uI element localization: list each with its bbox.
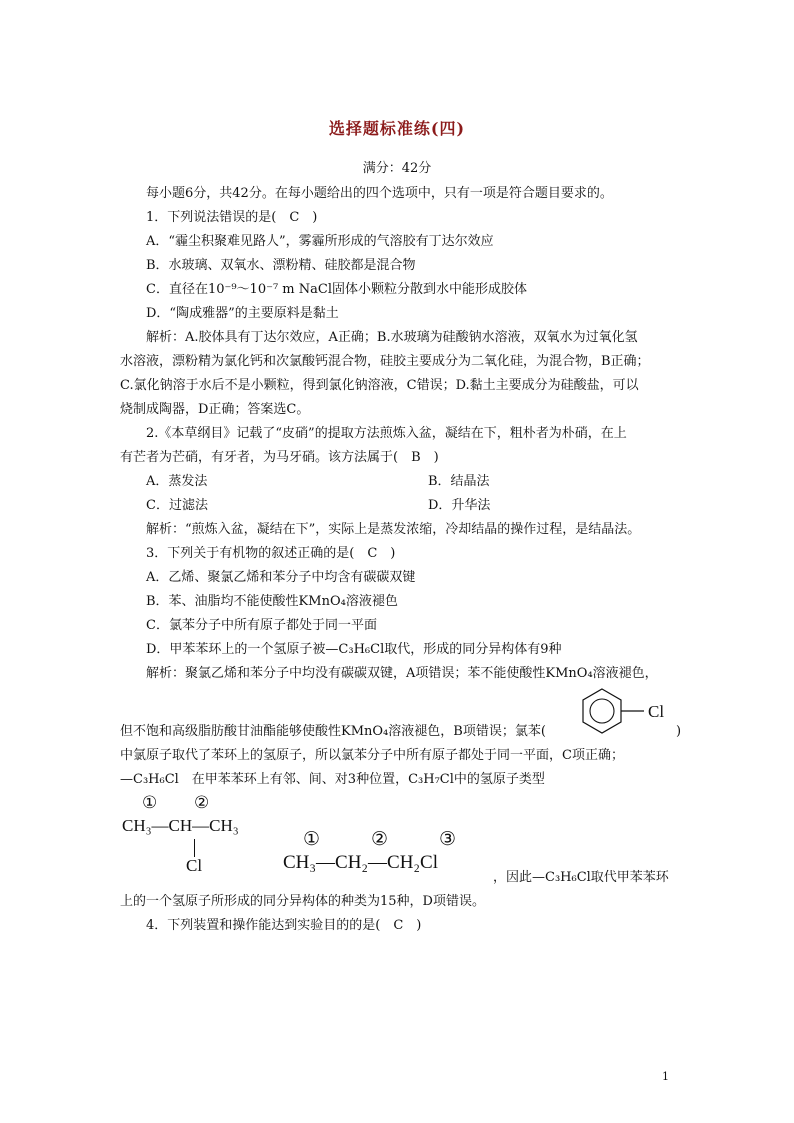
q2-option-d: D．升华法 — [428, 498, 491, 513]
chlorobenzene-structure — [572, 683, 682, 743]
q2-option-a: A．蒸发法 — [146, 474, 208, 489]
q3-explanation-line5: ，因此—C₃H₆Cl取代甲苯苯环 — [493, 870, 669, 885]
q3-option-c: C．氯苯分子中所有原子都处于同一平面 — [146, 618, 377, 633]
q1-option-b: B．水玻璃、双氧水、漂粉精、硅胶都是混合物 — [146, 258, 416, 273]
page-number: 1 — [662, 1070, 669, 1083]
hydrogen-type-marker-2: ② — [194, 793, 210, 813]
hydrogen-type-marker-3: ③ — [439, 828, 457, 850]
q4-stem: 4．下列装置和操作能达到实验目的的是( C ) — [146, 918, 422, 933]
q2-option-b: B．结晶法 — [428, 474, 490, 489]
q3-explanation-line2-end: ) — [676, 724, 682, 739]
q1-option-c: C．直径在10⁻⁹～10⁻⁷ m NaCl固体小颗粒分散到水中能形成胶体 — [146, 282, 527, 297]
q1-explanation-line3: C.氯化钠溶于水后不是小颗粒，得到氯化钠溶液，C错误；D.黏土主要成分为硅酸盐，可以 — [120, 378, 639, 393]
hydrogen-type-marker-2: ② — [371, 828, 389, 850]
q3-explanation-line4: —C₃H₆Cl 在甲苯苯环上有邻、间、对3种位置，C₃H₇Cl中的氢原子类型 — [120, 772, 545, 787]
chlorine-label: Cl — [648, 702, 665, 721]
q1-option-a: A．“霾尘积聚难见路人”，雾霾所形成的气溶胶有丁达尔效应 — [146, 234, 494, 249]
molecule-diagram-1 — [122, 793, 282, 883]
q2-explanation: 解析：“煎炼入盆，凝结在下”，实际上是蒸发浓缩，冷却结晶的操作过程，是结晶法。 — [146, 522, 641, 537]
q2-stem-line1: 2.《本草纲目》记载了“皮硝”的提取方法煎炼入盆，凝结在下，粗朴者为朴硝，在上 — [146, 426, 627, 441]
molecule-2-formula: CH₃—CH₂—CH₂Cl — [283, 852, 439, 873]
hydrogen-type-marker-1: ① — [303, 828, 321, 850]
molecule-1-formula: CH₃—CH—CH₃ — [122, 816, 239, 835]
q3-explanation-line3: 中氯原子取代了苯环上的氢原子，所以氯苯分子中所有原子都处于同一平面，C项正确； — [120, 748, 624, 763]
q3-explanation-line2: 但不饱和高级脂肪酸甘油酯能够使酸性KMnO₄溶液褪色，B项错误；氯苯( — [120, 724, 546, 739]
hydrogen-type-marker-1: ① — [142, 793, 158, 813]
q3-option-d: D．甲苯苯环上的一个氢原子被—C₃H₆Cl取代，形成的同分异构体有9种 — [146, 642, 562, 657]
q3-explanation-line1: 解析：聚氯乙烯和苯分子中均没有碳碳双键，A项错误；苯不能使酸性KMnO₄溶液褪色， — [146, 666, 658, 681]
q2-stem-line2: 有芒者为芒硝，有牙者，为马牙硝。该方法属于( B ) — [120, 450, 439, 465]
q3-stem: 3．下列关于有机物的叙述正确的是( C ) — [146, 546, 396, 561]
q1-explanation-line1: 解析：A.胶体具有丁达尔效应，A正确；B.水玻璃为硅酸钠水溶液，双氧水为过氧化氢 — [146, 330, 638, 345]
molecule-diagram-2 — [283, 828, 493, 882]
q2-option-c: C．过滤法 — [146, 498, 208, 513]
q3-explanation-line6: 上的一个氢原子所形成的同分异构体的种类为15种，D项错误。 — [120, 894, 485, 909]
page-title: 选择题标准练(四) — [328, 119, 466, 138]
instructions: 每小题6分，共42分。在每小题给出的四个选项中，只有一项是符合题目要求的。 — [146, 186, 613, 201]
q3-option-b: B．苯、油脂均不能使酸性KMnO₄溶液褪色 — [146, 594, 398, 609]
score-line: 满分：42分 — [362, 161, 432, 176]
q1-option-d: D．“陶成雅器”的主要原料是黏土 — [146, 306, 339, 321]
q1-explanation-line2: 水溶液，漂粉精为氯化钙和次氯酸钙混合物，硅胶主要成分为二氧化硅，为混合物，B正确； — [120, 354, 650, 369]
q1-explanation-line4: 烧制成陶器，D正确；答案选C。 — [120, 402, 310, 417]
molecule-1-chlorine: Cl — [186, 856, 203, 875]
q1-stem: 1．下列说法错误的是( C ) — [146, 210, 318, 225]
bond-line — [194, 839, 195, 857]
q3-option-a: A．乙烯、聚氯乙烯和苯分子中均含有碳碳双键 — [146, 570, 416, 585]
